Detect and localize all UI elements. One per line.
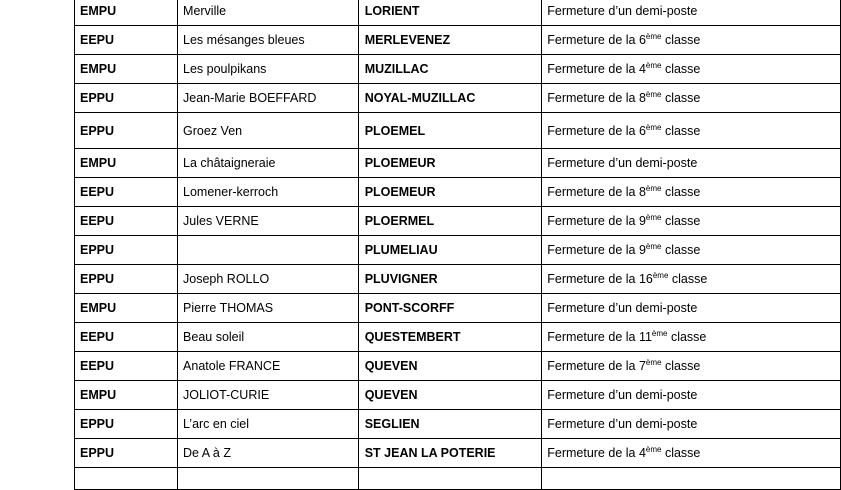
action-cell <box>542 207 841 236</box>
school-type-cell: EPPU <box>75 236 178 265</box>
ordinal-suffix: ème <box>652 271 669 280</box>
school-name-cell: Merville <box>178 0 359 26</box>
table-row <box>75 149 841 178</box>
action-cell <box>542 410 841 439</box>
commune-cell: PLOEMEL <box>358 113 542 149</box>
action-text: Fermeture de la 4 <box>547 446 646 460</box>
action-text-end: classe <box>667 330 707 344</box>
action-cell <box>542 84 841 113</box>
commune-cell: PLOERMEL <box>358 207 542 236</box>
action-text: Fermeture de la 6 <box>547 123 646 138</box>
action-cell <box>542 178 841 207</box>
action-text-end: classe <box>661 243 701 257</box>
ordinal-suffix: ème <box>645 358 662 367</box>
school-name-cell: La châtaigneraie <box>178 149 359 178</box>
table-row <box>75 352 841 381</box>
action-text-end: classe <box>661 185 701 199</box>
school-name-cell: L’arc en ciel <box>178 410 359 439</box>
school-name-cell: Jean-Marie BOEFFARD <box>178 84 359 113</box>
table-row <box>75 323 841 352</box>
action-text: Fermeture de la 8 <box>547 91 646 105</box>
school-type-cell: EPPU <box>75 113 178 149</box>
action-cell <box>542 236 841 265</box>
action-text: Fermeture de la 11 <box>547 330 652 344</box>
commune-cell: MUZILLAC <box>358 55 542 84</box>
table-row <box>75 84 841 113</box>
commune-cell: MERLEVENEZ <box>358 26 542 55</box>
school-type-cell: EPPU <box>75 84 178 113</box>
ordinal-suffix: ème <box>645 122 662 132</box>
school-type-cell: EEPU <box>75 178 178 207</box>
commune-cell: SEGLIEN <box>358 410 542 439</box>
action-cell <box>542 26 841 55</box>
action-text: Fermeture de la 9 <box>547 243 646 257</box>
commune-cell: PLOEMEUR <box>358 178 542 207</box>
action-text-end: classe <box>661 33 701 47</box>
school-name-cell: Jules VERNE <box>178 207 359 236</box>
table-row <box>75 0 841 26</box>
ordinal-suffix: ème <box>645 242 662 251</box>
action-text: Fermeture de la 9 <box>547 214 646 228</box>
ordinal-suffix: ème <box>651 329 668 338</box>
school-type-cell: EPPU <box>75 410 178 439</box>
school-type-cell: EEPU <box>75 323 178 352</box>
ordinal-suffix: ème <box>645 90 662 99</box>
action-cell <box>542 468 841 490</box>
action-text: Fermeture d’un demi-poste <box>547 156 698 170</box>
action-cell <box>542 439 841 468</box>
action-cell <box>542 0 841 26</box>
school-type-cell: EMPU <box>75 55 178 84</box>
school-name-cell <box>178 468 359 490</box>
ordinal-suffix: ème <box>645 61 662 70</box>
school-name-cell: Beau soleil <box>178 323 359 352</box>
action-text-end: classe <box>661 123 701 138</box>
commune-cell: QUESTEMBERT <box>358 323 542 352</box>
commune-cell: LORIENT <box>358 0 542 26</box>
school-name-cell: Les mésanges bleues <box>178 26 359 55</box>
action-text-end: classe <box>661 359 701 373</box>
action-text: Fermeture d’un demi-poste <box>547 4 698 18</box>
commune-cell: PONT-SCORFF <box>358 294 542 323</box>
commune-cell: QUEVEN <box>358 381 542 410</box>
action-text-end: classe <box>661 446 701 460</box>
school-name-cell: Les poulpikans <box>178 55 359 84</box>
commune-cell: PLUMELIAU <box>358 236 542 265</box>
school-name-cell: De A à Z <box>178 439 359 468</box>
action-text: Fermeture de la 4 <box>547 62 646 76</box>
school-type-cell: EMPU <box>75 381 178 410</box>
commune-cell: NOYAL-MUZILLAC <box>358 84 542 113</box>
ordinal-suffix: ème <box>645 445 662 454</box>
school-name-cell <box>178 236 359 265</box>
school-type-cell: EPPU <box>75 439 178 468</box>
action-text: Fermeture d’un demi-poste <box>547 301 698 315</box>
ordinal-suffix: ème <box>645 32 662 41</box>
action-text-end: classe <box>668 272 708 286</box>
action-text-end: classe <box>661 91 701 105</box>
action-cell <box>542 352 841 381</box>
table-row <box>75 113 841 149</box>
school-name-cell: Lomener-kerroch <box>178 178 359 207</box>
action-cell <box>542 149 841 178</box>
action-cell <box>542 294 841 323</box>
school-name-cell: Groez Ven <box>178 113 359 149</box>
ordinal-suffix: ème <box>645 213 662 222</box>
table-row <box>75 236 841 265</box>
table-row <box>75 178 841 207</box>
school-type-cell: EEPU <box>75 26 178 55</box>
table-row <box>75 265 841 294</box>
ordinal-suffix: ème <box>645 184 662 193</box>
school-name-cell: Joseph ROLLO <box>178 265 359 294</box>
action-text-end: classe <box>661 62 701 76</box>
closures-table <box>74 0 841 490</box>
table-row <box>75 294 841 323</box>
table-row <box>75 381 841 410</box>
action-cell <box>542 113 841 149</box>
action-text: Fermeture de la 8 <box>547 185 646 199</box>
commune-cell <box>358 468 542 490</box>
school-type-cell: EPPU <box>75 265 178 294</box>
table-row <box>75 207 841 236</box>
school-name-cell: JOLIOT-CURIE <box>178 381 359 410</box>
table-row <box>75 410 841 439</box>
table-row <box>75 439 841 468</box>
school-type-cell: EMPU <box>75 294 178 323</box>
action-text: Fermeture de la 6 <box>547 33 646 47</box>
school-name-cell: Pierre THOMAS <box>178 294 359 323</box>
commune-cell: QUEVEN <box>358 352 542 381</box>
commune-cell: ST JEAN LA POTERIE <box>358 439 542 468</box>
action-cell <box>542 323 841 352</box>
school-type-cell: EEPU <box>75 207 178 236</box>
action-text-end: classe <box>661 214 701 228</box>
action-cell <box>542 265 841 294</box>
school-name-cell: Anatole FRANCE <box>178 352 359 381</box>
commune-cell: PLOEMEUR <box>358 149 542 178</box>
commune-cell: PLUVIGNER <box>358 265 542 294</box>
school-type-cell: EEPU <box>75 352 178 381</box>
table-row <box>75 468 841 490</box>
table-row <box>75 55 841 84</box>
action-cell <box>542 381 841 410</box>
action-text: Fermeture d’un demi-poste <box>547 388 698 402</box>
action-text: Fermeture d’un demi-poste <box>547 417 698 431</box>
school-type-cell: EMPU <box>75 149 178 178</box>
action-text: Fermeture de la 16 <box>547 272 653 286</box>
table-row <box>75 26 841 55</box>
action-text: Fermeture de la 7 <box>547 359 646 373</box>
school-type-cell <box>75 468 178 490</box>
action-cell <box>542 55 841 84</box>
closures-table-body <box>75 0 841 490</box>
school-type-cell: EMPU <box>75 0 178 26</box>
